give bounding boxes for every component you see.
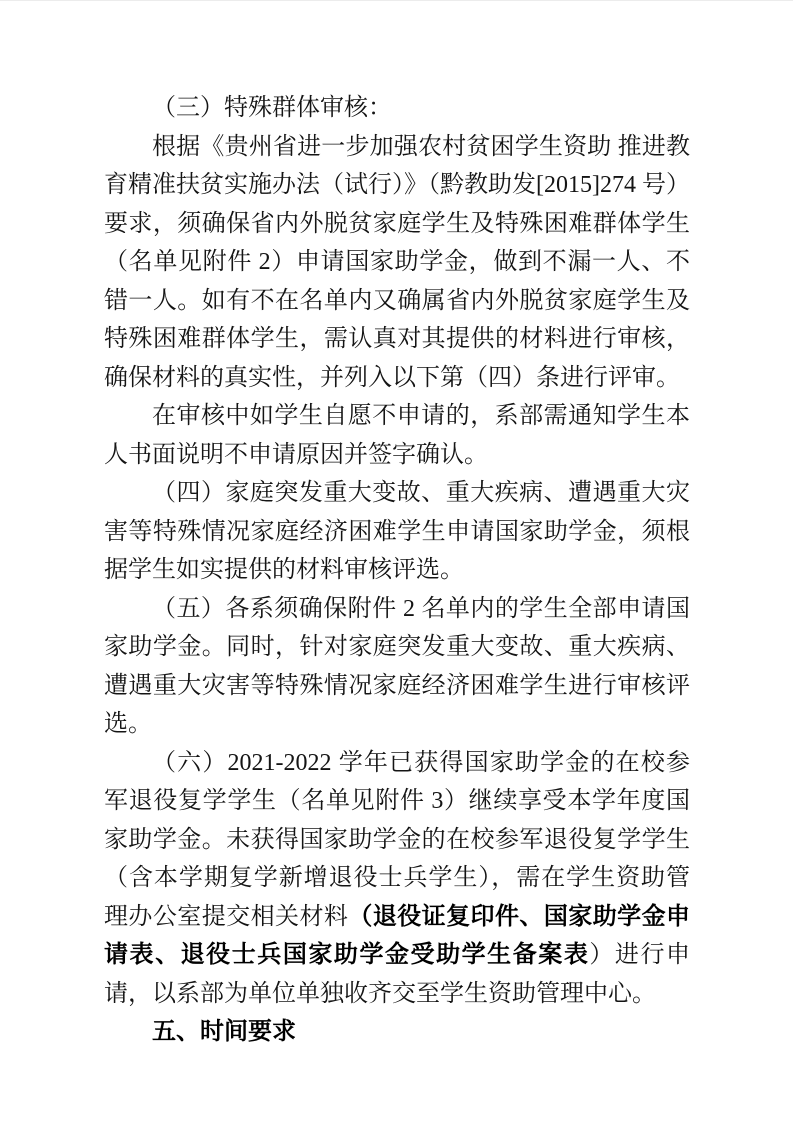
- text-run: （五）各系须确保附件 2 名单内的学生全部申请国家助学金。同时，针对家庭突发重大变故、重大疾病、遭遇重大灾害等特殊情况家庭经济困难学生进行审核评选。: [104, 595, 690, 737]
- para-item-6: [104, 744, 690, 1014]
- text-run: 在审核中如学生自愿不申请的，系部需通知学生本人书面说明不申请原因并签字确认。: [104, 403, 690, 468]
- para-section-5-heading: [104, 1013, 690, 1052]
- para-item-4: [104, 474, 690, 590]
- para-item-3-heading: [104, 89, 690, 128]
- text-run: （六）2021-2022 学年已获得国家助学金的在校参军退役复学学生（名单见附件 3）继续享受本学年度国家助学金。未获得国家助学金的在校参军退役复学学生（含本学期复学新增退役士兵学生），需在学生资助管理办公室提交相关材料: [104, 749, 690, 930]
- text-run: ）进行申请，以系部为单位单独收齐交至学生资助管理中心。: [104, 942, 691, 1007]
- document-body: [104, 89, 690, 1052]
- text-run: 根据《贵州省进一步加强农村贫困学生资助 推进教育精准扶贫实施办法（试行）》（黔教助发[2015]274 号）要求，须确保省内外脱贫家庭学生及特殊困难群体学生（名单见附件 2）申请国家助学金，做到不漏一人、不错一人。如有不在名单内又确属省内外脱贫家庭学生及特殊困难群体学生，需认真对其提供的材料进行审核，确保材料的真实性，并列入以下第（四）条进行评审。: [104, 133, 690, 391]
- bold-text-run: 五、时间要求: [152, 1019, 296, 1045]
- bold-text-run: （退役证复印件、国家助学金申请表、退役士兵国家助学金受助学生备案表: [104, 903, 691, 968]
- text-run: （四）家庭突发重大变故、重大疾病、遭遇重大灾害等特殊情况家庭经济困难学生申请国家助学金，须根据学生如实提供的材料审核评选。: [104, 480, 690, 583]
- text-run: （三）特殊群体审核：: [152, 95, 392, 121]
- para-item-3-body: [104, 128, 690, 398]
- para-item-5: [104, 590, 690, 744]
- para-voluntary-waiver: [104, 397, 690, 474]
